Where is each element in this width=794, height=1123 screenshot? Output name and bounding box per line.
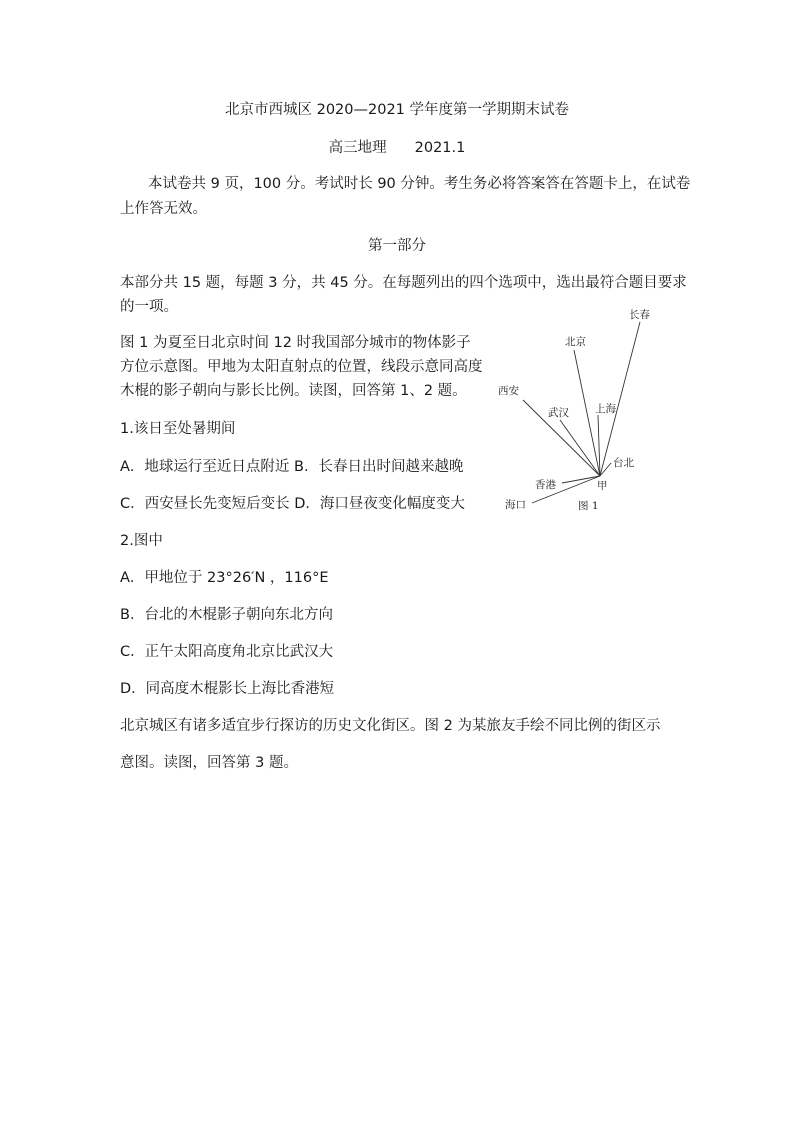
question-2-stem: 2.图中	[120, 533, 163, 549]
city-label-wuhan: 武汉	[548, 407, 569, 419]
intro-line-1: 本试卷共 9 页，100 分。考试时长 90 分钟。考生务必将答案答在答题卡上，在试卷	[148, 176, 691, 192]
passage-3-line-1: 北京城区有诸多适宜步行探访的历史文化街区。图 2 为某旅友手绘不同比例的街区示	[120, 718, 661, 734]
stem-line-3: 木棍的影子朝向与影长比例。读图，回答第 1、2 题。	[120, 383, 467, 399]
part-title: 第一部分	[368, 238, 426, 254]
stem-line-2: 方位示意图。甲地为太阳直射点的位置，线段示意同高度	[120, 359, 483, 375]
figure-caption: 图 1	[578, 500, 599, 512]
subject-label: 高三地理	[328, 140, 387, 156]
instructions-line-2: 的一项。	[120, 299, 178, 315]
exam-title: 北京市西城区 2020—2021 学年度第一学期期末试卷	[224, 102, 570, 118]
intro-line-2: 上作答无效。	[120, 201, 207, 217]
instructions-line-1: 本部分共 15 题，每题 3 分，共 45 分。在每题列出的四个选项中，选出最符合题目要求	[120, 275, 687, 291]
city-label-shanghai: 上海	[595, 403, 616, 415]
question-2-option-d: D．同高度木棍影长上海比香港短	[120, 681, 335, 697]
city-label-hongkong: 香港	[535, 479, 556, 491]
passage-3-line-2: 意图。读图，回答第 3 题。	[120, 755, 298, 771]
city-label-xian: 西安	[498, 385, 519, 397]
question-2-option-a: A．甲地位于 23°26′N ，116°E	[120, 570, 329, 586]
city-label-haikou: 海口	[505, 499, 526, 511]
question-1-options-cd: C．西安昼长先变短后变长 D．海口昼夜变化幅度变大	[120, 496, 465, 512]
shadow-direction-figure	[490, 300, 690, 520]
city-label-taipei: 台北	[613, 457, 634, 469]
exam-subtitle	[0, 138, 794, 158]
shadow-line-hongkong	[562, 476, 600, 483]
question-1-stem: 1.该日至处暑期间	[120, 421, 236, 437]
question-2-option-b: B．台北的木棍影子朝向东北方向	[120, 607, 333, 623]
city-label-beijing: 北京	[565, 336, 586, 348]
origin-label: 甲	[597, 480, 608, 492]
city-label-changchun: 长春	[629, 309, 650, 321]
question-2-option-c: C．正午太阳高度角北京比武汉大	[120, 644, 334, 660]
exam-date: 2021.1	[414, 140, 466, 156]
stem-line-1: 图 1 为夏至日北京时间 12 时我国部分城市的物体影子	[120, 335, 471, 351]
question-1-options-ab: A．地球运行至近日点附近 B．长春日出时间越来越晚	[120, 459, 464, 475]
shadow-line-changchun	[600, 322, 640, 476]
